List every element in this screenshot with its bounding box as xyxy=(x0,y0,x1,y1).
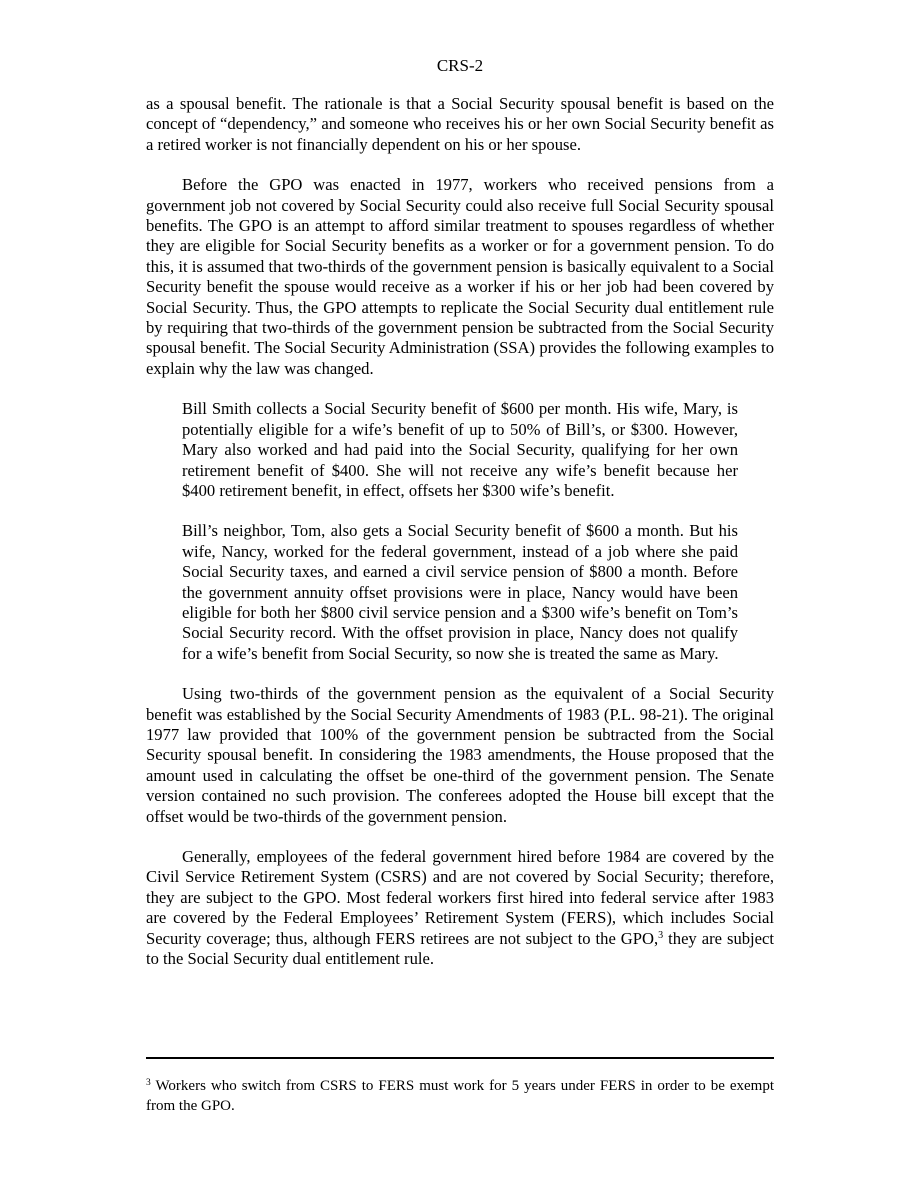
paragraph-csrs-fers-tail: they are subject to the Social Security dual entitlement rule. xyxy=(146,928,774,969)
footnote-divider xyxy=(146,1057,774,1059)
paragraph-csrs-fers-text: Generally, employees of the federal government hired before 1984 are covered by the Civil Service Retirement System (CSRS) and are not covered by Social Security; therefore, they are subject to the GPO. Most federal workers first hired into federal service after 1983 are covered by the Federal Employees’ Retirement System (FERS), which includes Social Security coverage; thus, although FERS retirees are not subject to the GPO, xyxy=(146,847,774,948)
paragraph-gpo-history: Before the GPO was enacted in 1977, workers who received pensions from a government job not covered by Social Security could also receive full Social Security spousal benefits. The GPO is an attempt to afford similar treatment to spouses regardless of whether they are eligible for Social Security benefits as a worker or for a government pension. To do this, it is assumed that two-thirds of the government pension is basically equivalent to a Social Security benefit the spouse would receive as a worker if his or her job had been covered by Social Security. Thus, the GPO attempts to replicate the Social Security dual entitlement rule by requiring that two-thirds of the government pension be subtracted from the Social Security spousal benefit. The Social Security Administration (SSA) provides the following examples to explain why the law was changed. xyxy=(146,175,774,378)
footnote-marker: 3 xyxy=(146,1078,151,1088)
example-tom-nancy: Bill’s neighbor, Tom, also gets a Social Security benefit of $600 a month. But his wife, Nancy, worked for the federal government, instead of a job where she paid Social Security taxes, and earned a civil service pension of $800 a month. Before the government annuity offset provisions were in place, Nancy would have been eligible for both her $800 civil service pension and a $300 wife’s benefit on Tom’s Social Security record. With the offset provision in place, Nancy does not qualify for a wife’s benefit from Social Security, so now she is treated the same as Mary. xyxy=(182,521,738,663)
page-number: CRS-2 xyxy=(436,56,484,75)
paragraph-two-thirds-rule: Using two-thirds of the government pension as the equivalent of a Social Security benefit was established by the Social Security Amendments of 1983 (P.L. 98-21). The original 1977 law provided that 100% of the government pension be subtracted from the Social Security spousal benefit. In considering the 1983 amendments, the House proposed that the amount used in calculating the offset be one-third of the government pension. The Senate version contained no such provision. The conferees adopted the House bill except that the offset would be two-thirds of the government pension. xyxy=(146,684,774,826)
footnote-reference: 3 xyxy=(658,929,664,941)
body-text xyxy=(146,94,774,989)
paragraph-continuation: as a spousal benefit. The rationale is that a Social Security spousal benefit is based on the concept of “dependency,” and someone who receives his or her own Social Security benefit as a retired worker is not financially dependent on his or her spouse. xyxy=(146,94,774,154)
footnote xyxy=(146,1076,774,1116)
example-bill-smith: Bill Smith collects a Social Security benefit of $600 per month. His wife, Mary, is potentially eligible for a wife’s benefit of up to 50% of Bill’s, or $300. However, Mary also worked and had paid into the Social Security, qualifying for her own retirement benefit of $400. She will not receive any wife’s benefit because her $400 retirement benefit, in effect, offsets her $300 wife’s benefit. xyxy=(182,399,738,500)
paragraph-csrs-fers xyxy=(146,847,774,969)
footnote-text: Workers who switch from CSRS to FERS must work for 5 years under FERS in order to be exempt from the GPO. xyxy=(146,1078,774,1114)
